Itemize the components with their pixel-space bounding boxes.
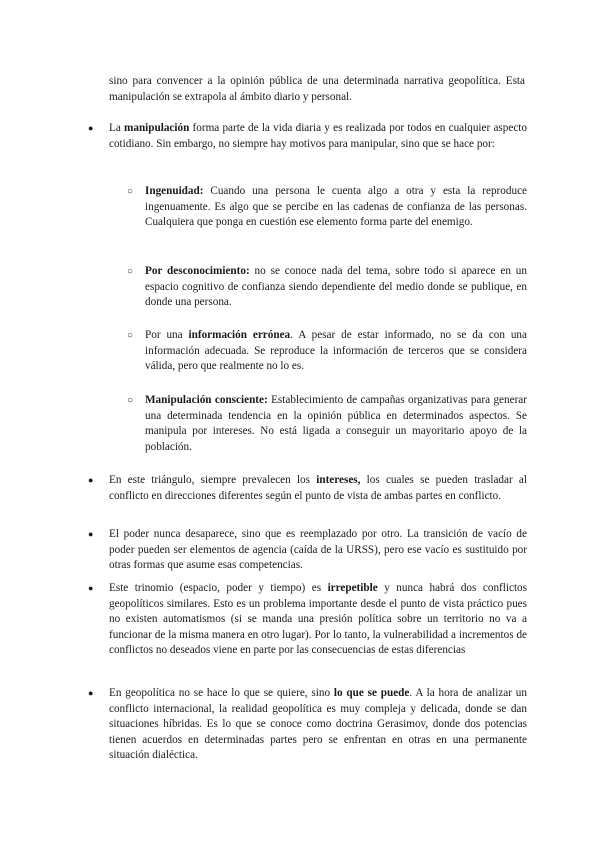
bullet-paragraph-intereses: En este triángulo, siempre prevalecen los intereses, los cuales se pueden trasladar al conflicto en direcciones diferentes según el punto de vista de ambas partes en conflicto. xyxy=(109,474,527,502)
bullet-marker: ● xyxy=(88,475,94,485)
bullet-marker: ● xyxy=(88,583,94,593)
subitem-ingenuidad: Ingenuidad: Cuando una persona le cuenta algo a otra y esta la reproduce ingenuamente. Es algo que se percibe en las cadenas de confianza de las personas. Cualquiera que ponga en cuestión ese elemento forma parte del enemigo. xyxy=(145,185,527,229)
bullet-paragraph-poder: El poder nunca desaparece, sino que es reemplazado por otro. La transición de vacío de poder pueden ser elementos de agencia (caída de la URSS), pero ese vacío es sustituido por otras formas que asume esas competencias. xyxy=(109,528,527,572)
sub-bullet-marker: ○ xyxy=(127,266,134,277)
subitem-manipulacion-consciente: Manipulación consciente: Establecimiento de campañas organizativas para generar una determinada tendencia en la opinión pública en determinados aspectos. Se manipula por intereses. No está ligada a conseguir un mayoritario apoyo de la población. xyxy=(145,394,527,453)
bullet-paragraph-irrepetible: Este trinomio (espacio, poder y tiempo) es irrepetible y nunca habrá dos conflictos geopolíticos similares. Esto es un problema importante desde el punto de vista práctico pues no existen automatismos (si se manda una presión política sobre un territorio no va a funcionar de la misma manera en otro lugar). Por lo tanto, la vulnerabilidad a incrementos de conflictos no deseados viene en parte por las consecuencias de estas diferencias xyxy=(109,582,528,657)
sub-bullet-marker: ○ xyxy=(127,330,134,341)
sub-bullet-marker: ○ xyxy=(127,186,134,197)
sub-bullet-marker: ○ xyxy=(127,395,134,406)
bullet-paragraph-manipulacion: La manipulación forma parte de la vida diaria y es realizada por todos en cualquier aspecto cotidiano. Sin embargo, no siempre hay motivos para manipular, sino que se hace por: xyxy=(109,122,527,150)
subitem-informacion-erronea: Por una información errónea. A pesar de estar informado, no se da con una información adecuada. Se reproduce la información de terceros que se considera válida, pero que realmente no lo es. xyxy=(145,329,527,373)
bullet-marker: ● xyxy=(88,688,94,698)
bullet-marker: ● xyxy=(88,123,94,133)
bullet-marker: ● xyxy=(88,529,94,539)
bullet-paragraph-lo-que-se-puede: En geopolítica no se hace lo que se quiere, sino lo que se puede. A la hora de analizar un conflicto internacional, la realidad geopolítica es muy compleja y delicada, donde se dan situaciones híbridas. Es lo que se conoce como doctrina Gerasimov, donde dos potencias tienen acuerdos en determinadas partes pero se enfrentan en otras en una permanente situación dialéctica. xyxy=(109,687,527,762)
subitem-desconocimiento: Por desconocimiento: no se conoce nada del tema, sobre todo si aparece en un espacio cognitivo de confianza siendo dependiente del medio donde se publique, en donde una persona. xyxy=(145,265,527,309)
intro-paragraph: sino para convencer a la opinión pública de una determinada narrativa geopolítica. Esta manipulación se extrapola al ámbito diario y personal. xyxy=(109,75,525,103)
